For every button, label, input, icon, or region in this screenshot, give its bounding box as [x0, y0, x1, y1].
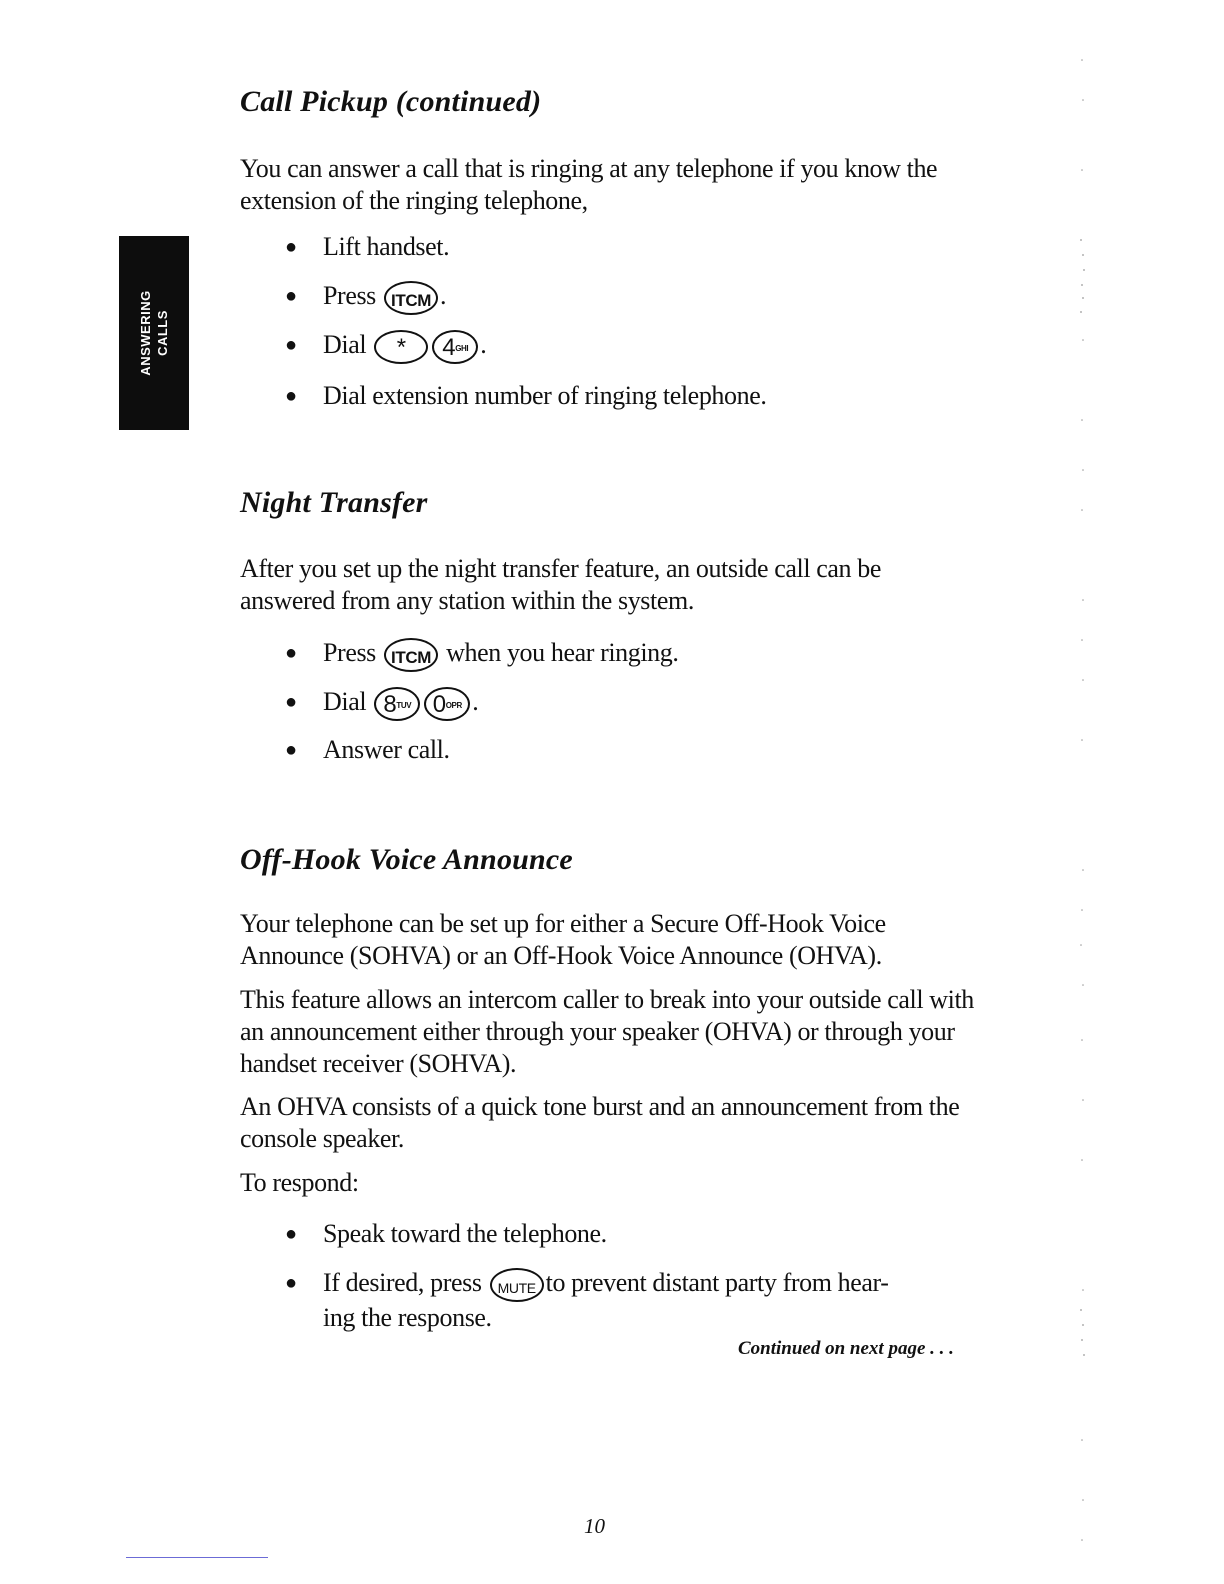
ohva-paragraph-2: This feature allows an intercom caller to break into your outside call with an announcement either through your speaker (OHVA) or through your handset receiver (SOHVA). — [240, 985, 974, 1078]
section-tab-line1: ANSWERING — [138, 290, 153, 376]
night-transfer-paragraph: After you set up the night transfer feature, an outside call can be answered from any station within the system. — [240, 554, 881, 615]
footer-rule — [126, 1557, 268, 1558]
step-text-continued: ing the response. — [323, 1303, 492, 1333]
key-0-icon: $0^{OPR}$ — [424, 687, 470, 721]
ohva-paragraph-4: To respond: — [240, 1168, 359, 1197]
heading-call-pickup: Call Pickup (continued) — [240, 85, 542, 118]
section-tab-line2: CALLS — [155, 310, 170, 356]
step-text: Dial extension number of ringing telephone. — [323, 381, 767, 410]
step-text: Lift handset. — [323, 232, 450, 261]
step-text: Speak toward the telephone. — [323, 1219, 607, 1248]
itcm-key-icon: ITCM — [384, 638, 438, 672]
ohva-paragraph-1: Your telephone can be set up for either a Secure Off-Hook Voice Announce (SOHVA) or an Off-Hook Voice Announce (OHVA). — [240, 909, 886, 970]
bullet-icon: ● — [285, 385, 297, 407]
itcm-key-icon: ITCM — [384, 281, 438, 315]
scan-edge-speckle — [1068, 40, 1098, 1560]
ohva-paragraph-3: An OHVA consists of a quick tone burst and an announcement from the console speaker. — [240, 1092, 960, 1153]
step-text: Dial — [323, 330, 367, 359]
bullet-icon: ● — [285, 334, 297, 356]
star-key-icon: * — [374, 330, 428, 364]
call-pickup-paragraph: You can answer a call that is ringing at any telephone if you know the extension of the ringing telephone, — [240, 154, 938, 215]
step-text: Dial — [323, 687, 367, 716]
bullet-icon: ● — [285, 236, 297, 258]
heading-night-transfer: Night Transfer — [240, 486, 428, 519]
key-4-icon: $4^{GHI}$ — [432, 330, 478, 364]
bullet-icon: ● — [285, 1223, 297, 1245]
section-tab — [119, 236, 189, 430]
continued-note: Continued on next page . . . — [738, 1338, 954, 1359]
key-8-icon: $8^{TUV}$ — [374, 687, 420, 721]
bullet-icon: ● — [285, 691, 297, 713]
page-number: 10 — [584, 1514, 605, 1538]
section-tab-label — [137, 290, 171, 375]
heading-ohva: Off-Hook Voice Announce — [240, 843, 573, 876]
bullet-icon: ● — [285, 285, 297, 307]
step-text: If desired, press — [323, 1268, 482, 1297]
bullet-icon: ● — [285, 642, 297, 664]
step-text: Press — [323, 638, 376, 667]
step-text: Answer call. — [323, 735, 450, 764]
step-text: Press — [323, 281, 376, 310]
bullet-icon: ● — [285, 739, 297, 761]
bullet-icon: ● — [285, 1272, 297, 1294]
mute-key-icon: MUTE — [490, 1268, 544, 1302]
